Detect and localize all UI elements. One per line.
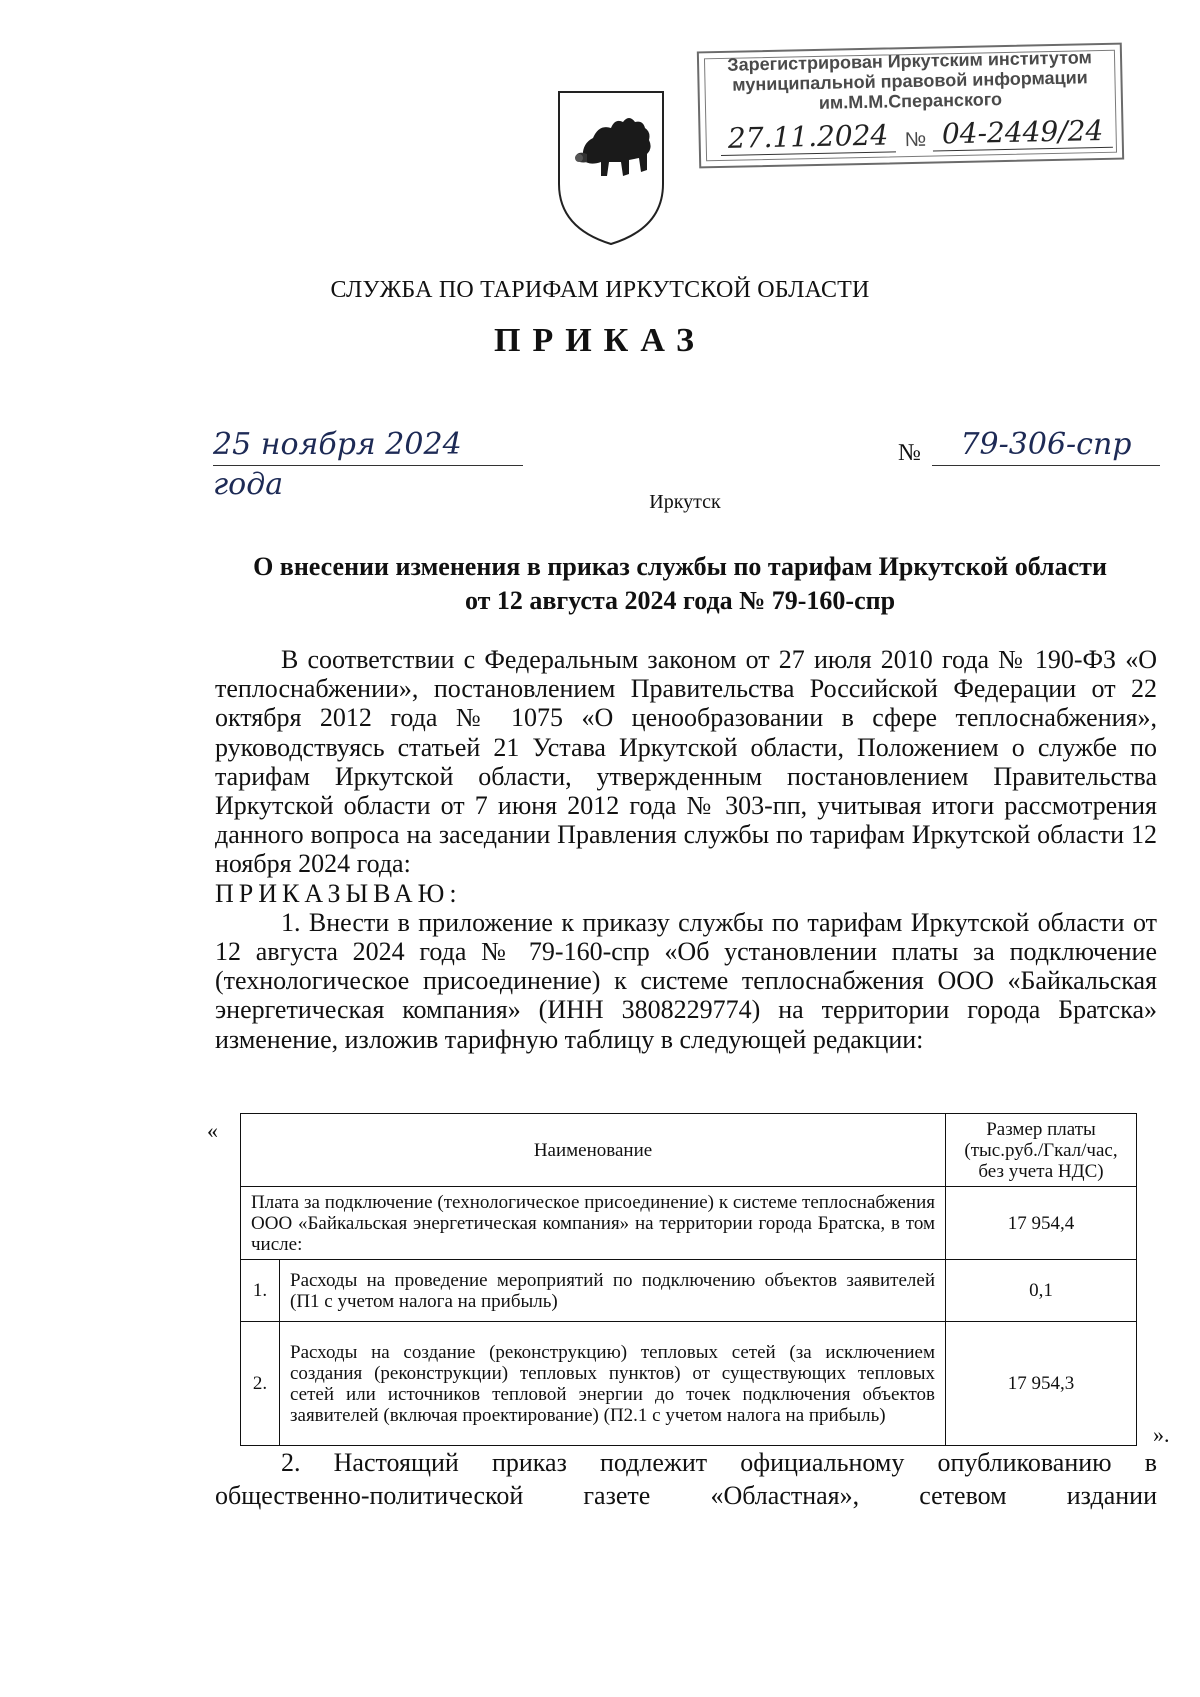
total-name-cell: Плата за подключение (технологическое присоединение) к системе теплоснабжения ООО «Байкальская энергетическая компания» на территории города Братска, в том числе: <box>241 1187 946 1260</box>
stamp-number-label: № <box>904 128 927 152</box>
row-name-cell: Расходы на проведение мероприятий по подключению объектов заявителей (П1 с учетом налога на прибыль) <box>280 1260 946 1322</box>
city-name: Иркутск <box>649 491 721 513</box>
row-number-cell: 2. <box>241 1322 280 1446</box>
header-value-cell: Размер платы (тыс.руб./Гкал/час, без учета НДС) <box>946 1114 1137 1187</box>
header-name-cell: Наименование <box>241 1114 946 1187</box>
stamp-date: 27.11.2024 <box>720 119 896 156</box>
row-value-cell: 17 954,3 <box>946 1322 1137 1446</box>
tariff-table <box>240 1113 1137 1446</box>
stamp-line-1: Зарегистрирован Иркутским институтом <box>727 47 1093 75</box>
row-number-cell: 1. <box>241 1260 280 1322</box>
handwritten-date: 25 ноября 2024 года <box>213 425 523 466</box>
registration-stamp <box>697 43 1124 169</box>
row-value-cell: 0,1 <box>946 1260 1137 1322</box>
table-header-row <box>241 1114 1137 1187</box>
total-value-cell: 17 954,4 <box>946 1187 1137 1260</box>
row-name-cell: Расходы на создание (реконструкцию) тепловых сетей (за исключением создания (реконструкции) тепловых пунктов) от существующих тепловых сетей или источников тепловой энергии до точек подключения объектов заявителей (включая проектирование) (П2.1 с учетом налога на прибыль) <box>280 1322 946 1446</box>
handwritten-order-number: 79-306-спр <box>932 425 1160 466</box>
heading-line-2: от 12 августа 2024 года № 79-160-спр <box>464 586 896 615</box>
order-word: ПРИКАЗЫВАЮ: <box>215 878 462 908</box>
stamp-line-3: им.М.М.Сперанского <box>818 89 1003 113</box>
organization-name: СЛУЖБА ПО ТАРИФАМ ИРКУТСКОЙ ОБЛАСТИ <box>330 277 870 303</box>
clause-2-line-1: 2. Настоящий приказ подлежит официальному опубликованию в <box>281 1448 1157 1477</box>
table-total-row <box>241 1187 1137 1260</box>
document-type-title: ПРИКАЗ <box>494 322 706 359</box>
closing-quote: ». <box>1153 1422 1170 1447</box>
coat-of-arms-emblem <box>553 88 669 248</box>
opening-quote: « <box>207 1118 218 1143</box>
stamp-number: 04-2449/24 <box>932 115 1113 152</box>
clause-1-paragraph: 1. Внести в приложение к приказу службы по тарифам Иркутской области от 12 августа 2024 года № 79-160-спр «Об установлении платы за подключение (технологическое присоединение) к системе теплоснабжения ООО «Байкальская энергетическая компания» (ИНН 3808229774) на территории города Братска» изменение, изложив тарифную таблицу в следующей редакции: <box>215 907 1157 1054</box>
stamp-line-2: муниципальной правовой информации <box>732 67 1088 95</box>
heading-line-1: О внесении изменения в приказ службы по тарифам Иркутской области <box>253 552 1107 581</box>
table-row <box>241 1322 1137 1446</box>
order-number-label: № <box>898 440 921 466</box>
document-body <box>215 645 1157 1054</box>
preamble-paragraph: В соответствии с Федеральным законом от 27 июля 2010 года № 190-ФЗ «О теплоснабжении», постановлением Правительства Российской Федерации от 22 октября 2012 года № 1075 «О ценообразовании в сфере теплоснабжения», руководствуясь статьей 21 Устава Иркутской области, Положением о службе по тарифам Иркутской области, утвержденным постановлением Правительства Иркутской области от 7 июня 2012 года № 303-пп, учитывая итоги рассмотрения данного вопроса на заседании Правления службы по тарифам Иркутской области 12 ноября 2024 года: <box>215 645 1157 879</box>
document-body-continued <box>215 1446 1157 1512</box>
document-heading <box>200 550 1160 618</box>
table-row <box>241 1260 1137 1322</box>
clause-2-line-2: общественно-политической газете «Областная», сетевом издании <box>215 1481 1157 1510</box>
